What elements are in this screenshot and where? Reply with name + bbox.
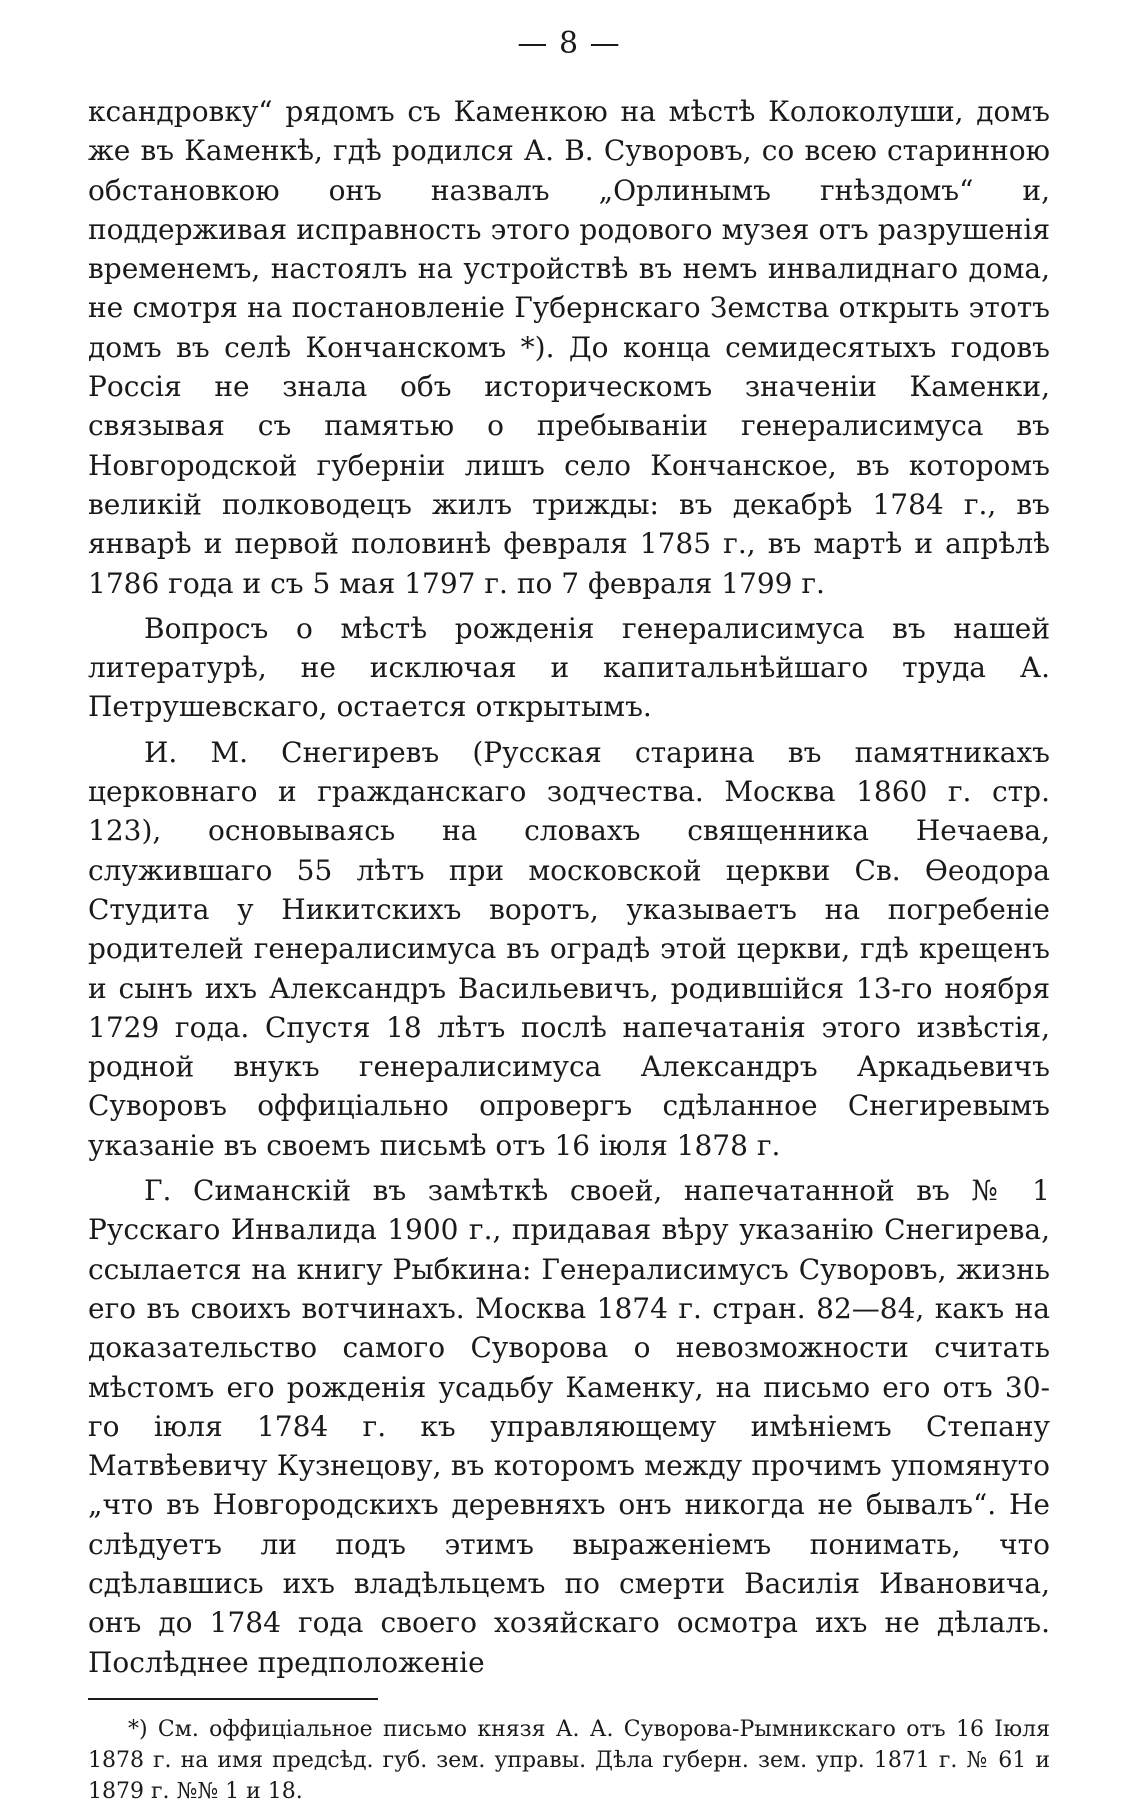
footnote: *) См. оффиціальное письмо князя А. А. Суворова-Рымникскаго отъ 16 Іюля 1878 г. на имя предсѣд. губ. зем. управы. Дѣла губерн. зем. упр. 1871 г. № 61 и 1879 г. №№ 1 и 18.	[88, 1716, 1050, 1804]
book-page	[88, 18, 1050, 1804]
paragraph-simansky: Г. Симанскій въ замѣткѣ своей, напечатанной въ № 1 Русскаго Инвалида 1900 г., придавая вѣру указанію Снегирева, ссылается на книгу Рыбкина: Генералисимусъ Суворовъ, жизнь его въ своихъ вотчинахъ. Москва 1874 г. стран. 82—84, какъ на доказательство самого Суворова о невозможности считать мѣстомъ его рожденія усадьбу Каменку, на письмо его отъ 30-го іюля 1784 г. къ управляющему имѣніемъ Степану Матвѣевичу Кузнецову, въ которомъ между прочимъ упомянуто „что въ Новгородскихъ деревняхъ онъ никогда не бывалъ“. Не слѣдуетъ ли подъ этимъ выраженіемъ понимать, что сдѣлавшись ихъ владѣльцемъ по смерти Василія Ивановича, онъ до 1784 года своего хозяйскаго осмотра ихъ не дѣлалъ. Послѣднее предположеніе	[88, 1174, 1050, 1679]
paragraph-birthplace-question: Вопросъ о мѣстѣ рожденія генералисимуса въ нашей литературѣ, не исключая и капитальнѣйшаго труда А. Петрушевскаго, остается открытымъ.	[88, 611, 1050, 724]
page-number: — 8 —	[517, 26, 621, 61]
paragraph-continuation: ксандровку“ рядомъ съ Каменкою на мѣстѣ Колоколуши, домъ же въ Каменкѣ, гдѣ родился А. В. Суворовъ, со всею старинною обстановкою онъ назвалъ „Орлинымъ гнѣздомъ“ и, поддерживая исправность этого родового музея отъ разрушенія временемъ, настоялъ на устройствѣ въ немъ инвалиднаго дома, не смотря на постановленіе Губернскаго Земства открыть этотъ домъ въ селѣ Кончанскомъ *). До конца семидесятыхъ годовъ Россія не знала объ историческомъ значеніи Каменки, связывая съ памятью о пребываніи генералисимуса въ Новгородской губерніи лишъ село Кончанское, въ которомъ великій полководецъ жилъ трижды: въ декабрѣ 1784 г., въ январѣ и первой половинѣ февраля 1785 г., въ мартѣ и апрѣлѣ 1786 года и съ 5 мая 1797 г. по 7 февраля 1799 г.	[88, 95, 1050, 600]
footnote-divider	[88, 1698, 378, 1700]
paragraph-snegirev: И. М. Снегиревъ (Русская старина въ памятникахъ церковнаго и гражданскаго зодчества. Москва 1860 г. стр. 123), основываясь на словахъ священника Нечаева, служившаго 55 лѣтъ при московской церкви Св. Ѳеодора Студита у Никитскихъ воротъ, указываетъ на погребеніе родителей генералисимуса въ оградѣ этой церкви, гдѣ крещенъ и сынъ ихъ Александръ Васильевичъ, родившійся 13-го ноября 1729 года. Спустя 18 лѣтъ послѣ напечатанія этого извѣстія, родной внукъ генералисимуса Александръ Аркадьевичъ Суворовъ оффиціально опровергъ сдѣланное Снегиревымъ указаніе въ своемъ письмѣ отъ 16 іюля 1878 г.	[88, 735, 1050, 1162]
